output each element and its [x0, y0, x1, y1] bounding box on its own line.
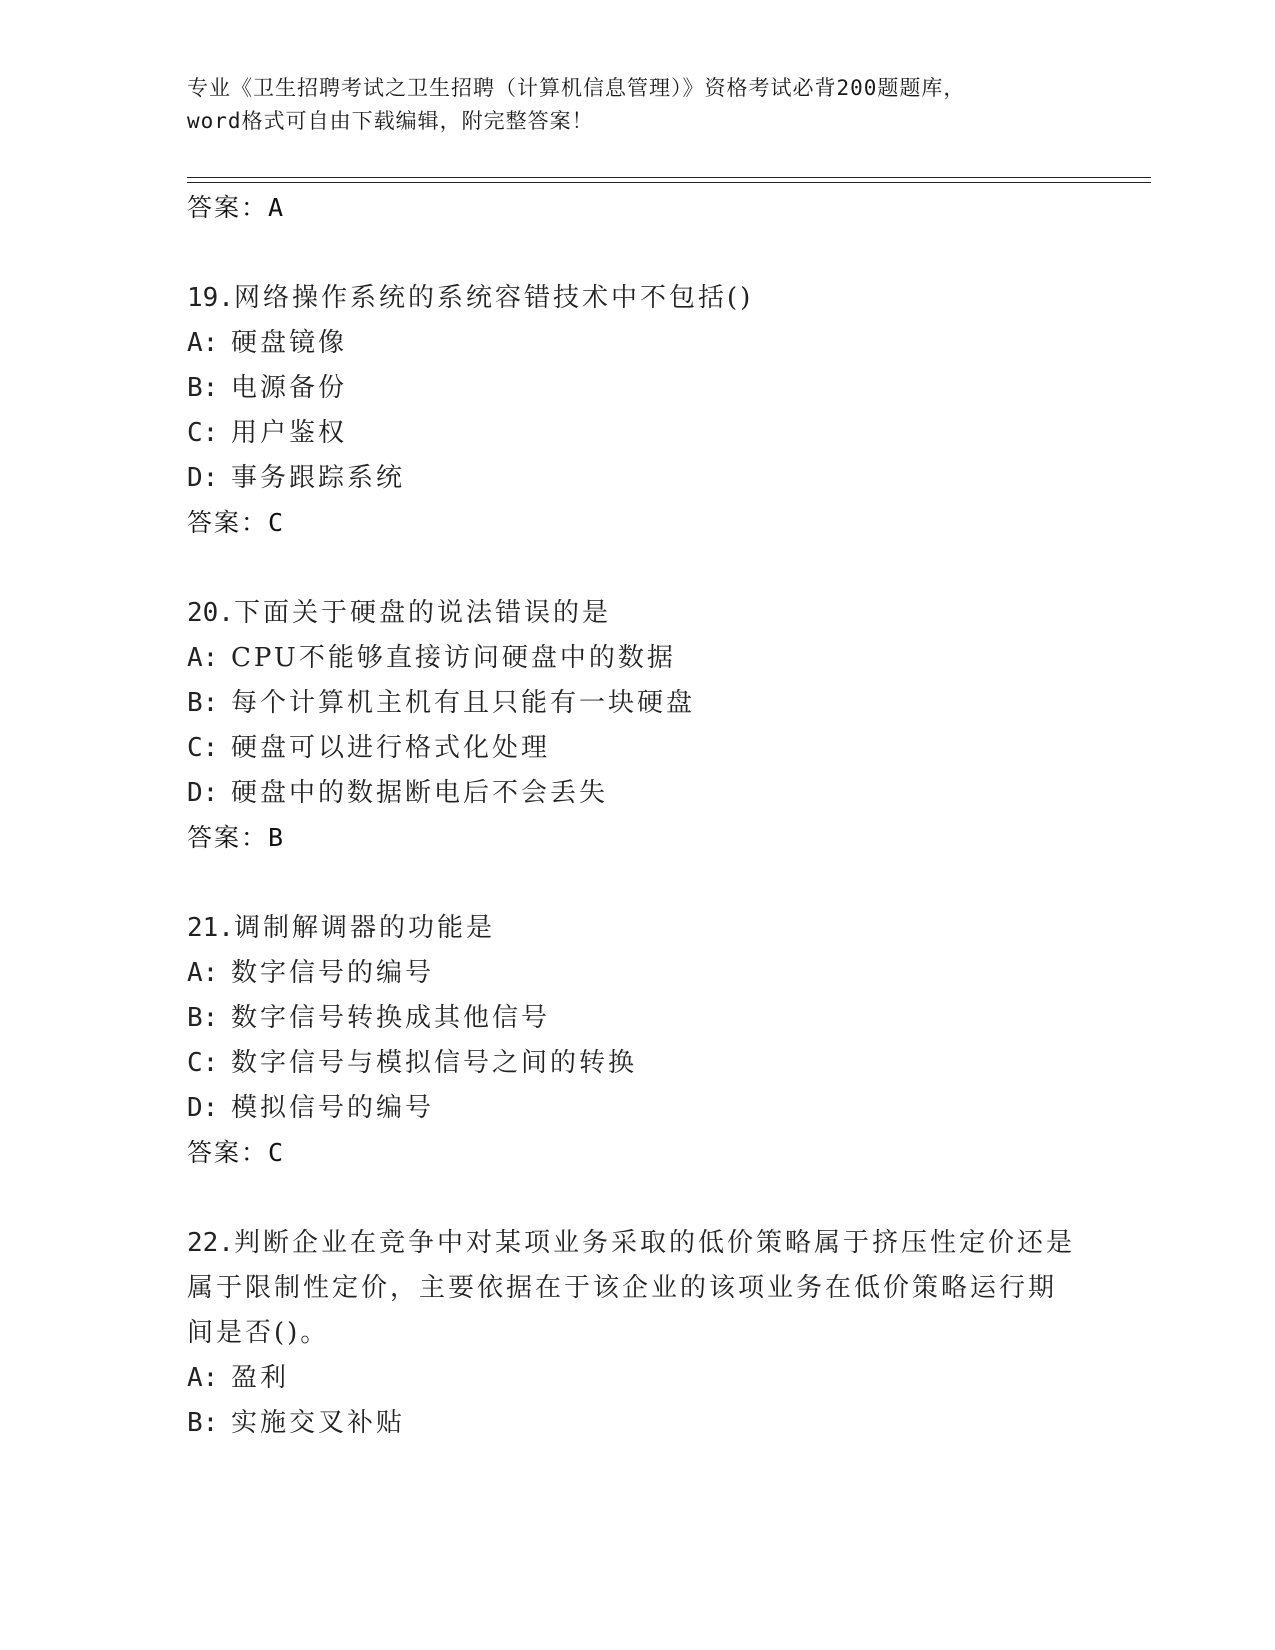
option-text: 每个计算机主机有且只能有一块硬盘: [231, 688, 696, 718]
option-b: [187, 681, 1087, 726]
option-c: [187, 726, 1087, 771]
question-20: [187, 591, 1087, 816]
option-key: A:: [187, 1363, 219, 1393]
question-text: 调制解调器的功能是: [233, 913, 495, 943]
option-text: 盈利: [231, 1363, 290, 1393]
option-key: A:: [187, 643, 219, 673]
question-title: [187, 906, 1087, 951]
document-header: [187, 72, 1087, 138]
option-key: A:: [187, 958, 219, 988]
option-b: [187, 366, 1087, 411]
answer-value: C: [268, 1138, 284, 1167]
answer-label: 答案：: [187, 823, 269, 852]
option-key: B:: [187, 373, 219, 403]
option-key: B:: [187, 1003, 219, 1033]
option-a: [187, 321, 1087, 366]
question-title: [187, 1221, 1087, 1266]
option-key: A:: [187, 328, 219, 358]
answer-18: [187, 191, 283, 225]
question-title: [187, 591, 1087, 636]
option-key: D:: [187, 778, 219, 808]
option-a: [187, 1356, 1087, 1401]
option-d: [187, 1086, 1087, 1131]
header-divider-top: [187, 177, 1151, 178]
question-number: 21.: [187, 913, 234, 943]
option-key: B:: [187, 1408, 219, 1438]
answer-label: 答案：: [187, 193, 269, 222]
option-text: 模拟信号的编号: [231, 1093, 435, 1123]
option-key: C:: [187, 733, 219, 763]
answer-20: [187, 821, 283, 855]
option-text: 实施交叉补贴: [231, 1408, 406, 1438]
option-text: 电源备份: [231, 373, 348, 403]
question-number: 19.: [187, 283, 234, 313]
option-d: [187, 456, 1087, 501]
answer-label: 答案：: [187, 1138, 269, 1167]
question-text: 网络操作系统的系统容错技术中不包括(): [233, 283, 754, 313]
option-text: 数字信号与模拟信号之间的转换: [231, 1048, 638, 1078]
option-text: 硬盘可以进行格式化处理: [231, 733, 551, 763]
answer-19: [187, 506, 283, 540]
option-key: D:: [187, 463, 219, 493]
option-text: 硬盘镜像: [231, 328, 348, 358]
answer-value: C: [268, 508, 284, 537]
question-number: 22.: [187, 1228, 234, 1258]
question-number: 20.: [187, 598, 234, 628]
option-key: C:: [187, 418, 219, 448]
option-text: 数字信号转换成其他信号: [231, 1003, 551, 1033]
question-text-line-3: 间是否()。: [187, 1318, 330, 1348]
option-key: C:: [187, 1048, 219, 1078]
option-c: [187, 1041, 1087, 1086]
header-divider-bottom: [187, 182, 1151, 183]
question-text: 下面关于硬盘的说法错误的是: [233, 598, 611, 628]
question-text-line-1: 判断企业在竞争中对某项业务采取的低价策略属于挤压性定价还是: [233, 1228, 1075, 1258]
answer-value: A: [268, 193, 284, 222]
question-title: [187, 276, 1087, 321]
option-text: 数字信号的编号: [231, 958, 435, 988]
answer-value: B: [268, 823, 284, 852]
option-b: [187, 1401, 1087, 1446]
question-21: [187, 906, 1087, 1131]
question-text-line-2: 属于限制性定价，主要依据在于该企业的该项业务在低价策略运行期: [187, 1273, 1058, 1303]
option-text: 事务跟踪系统: [231, 463, 406, 493]
option-a: [187, 951, 1087, 996]
option-key: D:: [187, 1093, 219, 1123]
option-d: [187, 771, 1087, 816]
option-text: 用户鉴权: [231, 418, 348, 448]
option-text: 硬盘中的数据断电后不会丢失: [231, 778, 609, 808]
header-line-2: word格式可自由下载编辑，附完整答案！: [187, 109, 594, 133]
option-text: CPU不能够直接访问硬盘中的数据: [231, 643, 676, 673]
answer-label: 答案：: [187, 508, 269, 537]
option-a: [187, 636, 1087, 681]
option-c: [187, 411, 1087, 456]
question-19: [187, 276, 1087, 501]
option-b: [187, 996, 1087, 1041]
option-key: B:: [187, 688, 219, 718]
header-line-1: 专业《卫生招聘考试之卫生招聘（计算机信息管理）》资格考试必背200题题库，: [187, 76, 966, 100]
answer-21: [187, 1136, 283, 1170]
question-22: [187, 1221, 1087, 1446]
